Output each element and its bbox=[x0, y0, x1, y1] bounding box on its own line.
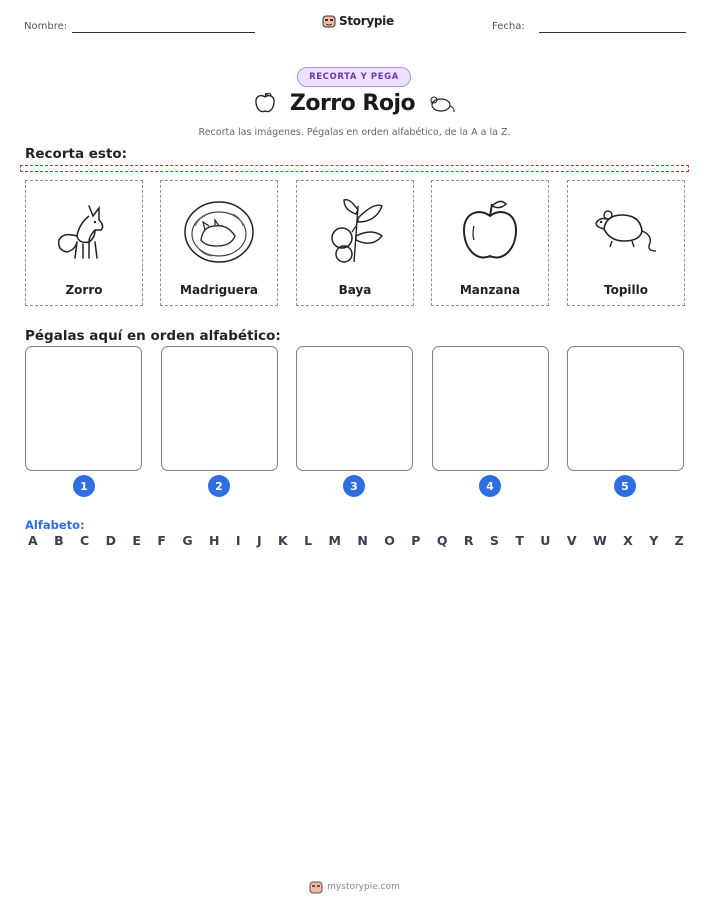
slot-number-1: 1 bbox=[73, 475, 95, 497]
date-label: Fecha: bbox=[492, 21, 525, 32]
letter: U bbox=[540, 533, 551, 548]
letter: L bbox=[304, 533, 313, 548]
footer-url[interactable]: mystorypie.com bbox=[327, 882, 400, 892]
den-icon bbox=[181, 196, 257, 266]
vole-icon bbox=[427, 92, 457, 114]
brand-logo bbox=[322, 14, 394, 28]
berry-icon bbox=[320, 196, 390, 266]
cut-card-topillo[interactable] bbox=[567, 180, 685, 306]
alphabet-row bbox=[28, 533, 684, 548]
letter: X bbox=[623, 533, 633, 548]
vole-icon bbox=[590, 201, 662, 261]
letter: C bbox=[80, 533, 90, 548]
letter: J bbox=[256, 533, 262, 548]
page-title: Zorro Rojo bbox=[289, 90, 416, 116]
slot-number-2: 2 bbox=[208, 475, 230, 497]
card-label: Topillo bbox=[603, 283, 648, 297]
letter: I bbox=[235, 533, 241, 548]
paste-slot-5[interactable] bbox=[567, 346, 684, 471]
storypie-mascot-icon bbox=[322, 14, 336, 28]
letter: T bbox=[515, 533, 524, 548]
letter: Z bbox=[674, 533, 684, 548]
paste-slot-3[interactable] bbox=[296, 346, 413, 471]
cut-card-manzana[interactable] bbox=[431, 180, 549, 306]
letter: H bbox=[209, 533, 220, 548]
slot-number-5: 5 bbox=[614, 475, 636, 497]
letter: V bbox=[566, 533, 577, 548]
cut-heading: Recorta esto: bbox=[25, 146, 128, 162]
letter: K bbox=[278, 533, 288, 548]
letter: Y bbox=[649, 533, 659, 548]
date-line[interactable] bbox=[539, 32, 686, 33]
card-label: Zorro bbox=[65, 283, 103, 297]
cut-card-baya[interactable] bbox=[296, 180, 414, 306]
letter: S bbox=[489, 533, 499, 548]
card-label: Madriguera bbox=[180, 283, 258, 297]
footer bbox=[0, 880, 709, 894]
title-row bbox=[0, 90, 709, 116]
letter: A bbox=[28, 533, 38, 548]
paste-slot-4[interactable] bbox=[432, 346, 549, 471]
storypie-mascot-icon bbox=[309, 880, 323, 894]
letter: B bbox=[54, 533, 64, 548]
slot-number-3: 3 bbox=[343, 475, 365, 497]
letter: E bbox=[132, 533, 141, 548]
letter: W bbox=[592, 533, 607, 548]
letter: O bbox=[384, 533, 395, 548]
card-label: Baya bbox=[338, 283, 372, 297]
letter: R bbox=[463, 533, 474, 548]
paste-heading: Pégalas aquí en orden alfabético: bbox=[25, 328, 281, 344]
name-label: Nombre: bbox=[24, 21, 68, 32]
brand-name: Storypie bbox=[339, 14, 394, 28]
cut-line bbox=[20, 165, 689, 172]
cut-card-zorro[interactable] bbox=[25, 180, 143, 306]
letter: G bbox=[182, 533, 193, 548]
card-label: Manzana bbox=[459, 283, 521, 297]
letter: D bbox=[105, 533, 117, 548]
cut-card-madriguera[interactable] bbox=[160, 180, 278, 306]
letter: N bbox=[357, 533, 368, 548]
apple-icon bbox=[252, 90, 278, 116]
letter: F bbox=[157, 533, 166, 548]
name-line[interactable] bbox=[72, 32, 255, 33]
fox-icon bbox=[49, 196, 119, 266]
instructions: Recorta las imágenes. Pégalas en orden alfabético, de la A a la Z. bbox=[198, 127, 511, 138]
alphabet-title: Alfabeto: bbox=[25, 518, 85, 532]
activity-badge: RECORTA Y PEGA bbox=[297, 67, 411, 87]
letter: M bbox=[328, 533, 341, 548]
letter: P bbox=[411, 533, 421, 548]
paste-slot-1[interactable] bbox=[25, 346, 142, 471]
slot-number-4: 4 bbox=[479, 475, 501, 497]
letter: Q bbox=[436, 533, 448, 548]
paste-slot-2[interactable] bbox=[161, 346, 278, 471]
apple-icon bbox=[458, 196, 522, 266]
